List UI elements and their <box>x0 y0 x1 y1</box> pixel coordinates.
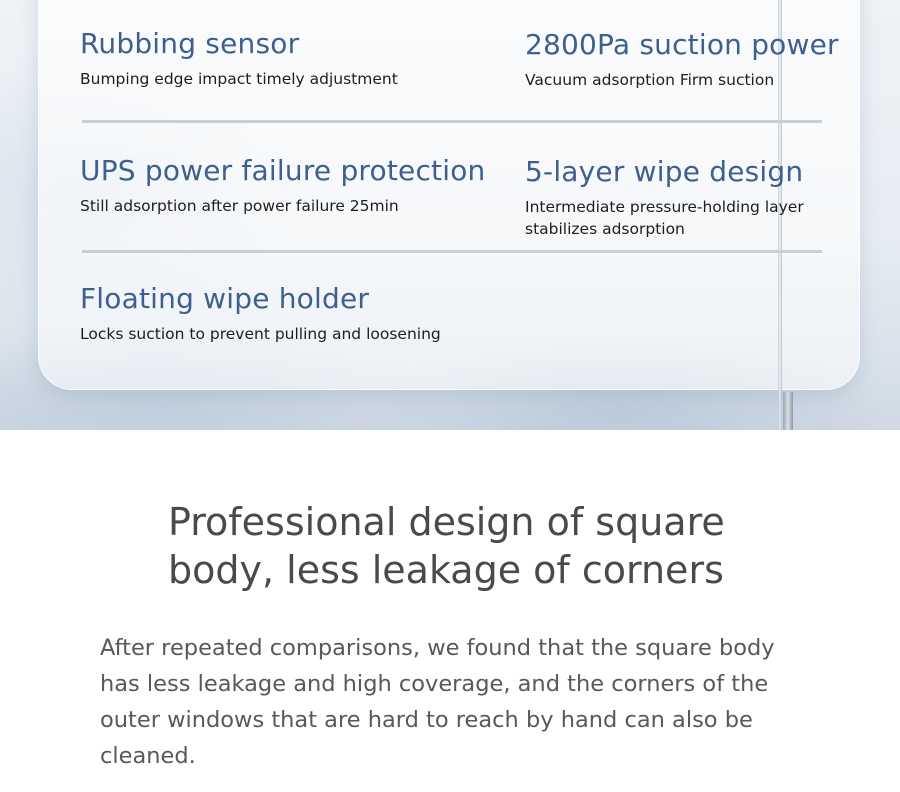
section-heading: Professional design of square body, less leakage of corners <box>168 500 725 592</box>
divider <box>82 250 822 253</box>
section-paragraph: After repeated comparisons, we found that the square body has less leakage and high coverage, and the corners of the outer windows that are hard to reach by hand can also be cleaned. <box>100 635 775 769</box>
divider <box>82 120 822 123</box>
feature-rubbing-sensor <box>80 26 480 90</box>
feature-desc: Locks suction to prevent pulling and loosening <box>80 325 441 343</box>
feature-title: UPS power failure protection <box>80 154 486 187</box>
feature-ups-protection <box>80 153 500 217</box>
window-pole-base <box>783 392 793 430</box>
feature-title: Floating wipe holder <box>80 282 370 315</box>
feature-title: 5-layer wipe design <box>525 155 804 188</box>
feature-title: Rubbing sensor <box>80 27 300 60</box>
feature-desc: Vacuum adsorption Firm suction <box>525 71 775 89</box>
feature-desc: Intermediate pressure-holding layer stabilizes adsorption <box>525 198 804 238</box>
feature-desc: Bumping edge impact timely adjustment <box>80 70 398 88</box>
design-section <box>0 430 900 792</box>
feature-title: 2800Pa suction power <box>525 28 839 61</box>
feature-floating-holder <box>80 281 500 345</box>
feature-wipe-design <box>525 154 825 240</box>
feature-desc: Still adsorption after power failure 25min <box>80 197 399 215</box>
feature-suction-power <box>525 27 845 91</box>
